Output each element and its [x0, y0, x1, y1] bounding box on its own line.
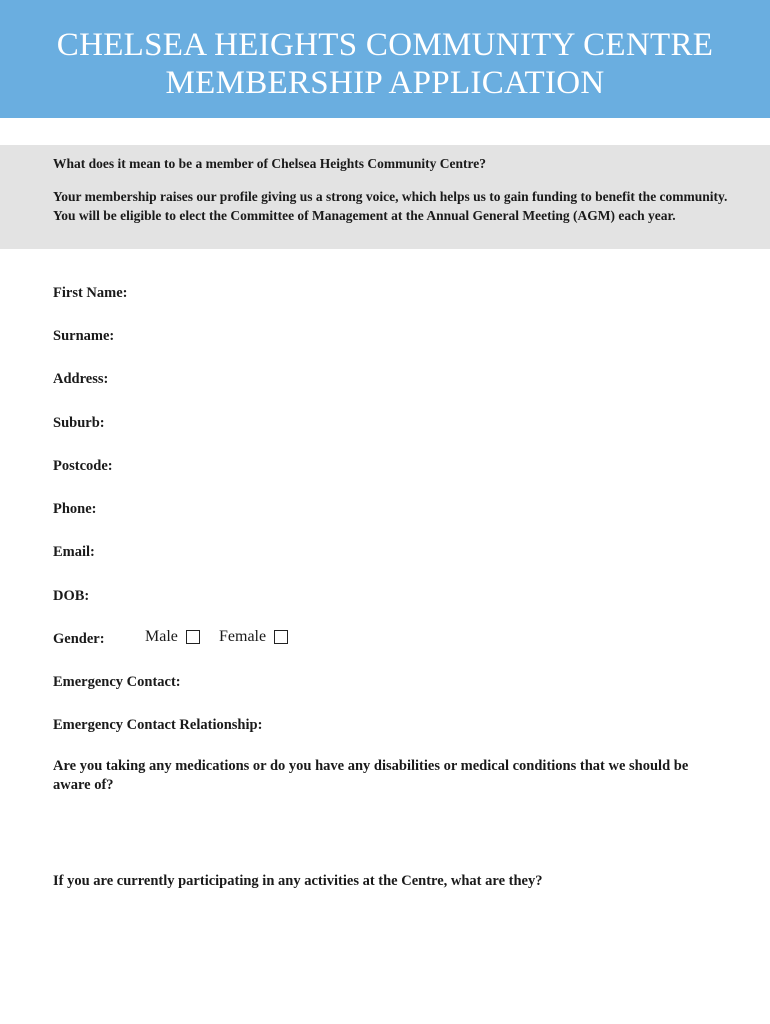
dob-label: DOB: [53, 588, 90, 604]
phone-label: Phone: [53, 501, 97, 517]
suburb-label: Suburb: [53, 415, 105, 431]
medical-conditions-question: Are you taking any medications or do you have any disabilities or medical conditions that we should be aware of? [53, 758, 689, 793]
gender-label: Gender: [53, 631, 105, 647]
gender-female-label: Female [219, 628, 267, 645]
gender-option-male[interactable] [145, 627, 200, 647]
form-title-line-2: MEMBERSHIP APPLICATION [165, 65, 605, 101]
gender-option-female[interactable] [219, 627, 288, 647]
postcode-label: Postcode: [53, 458, 113, 474]
first-name-label: First Name: [53, 285, 128, 301]
form-header [0, 0, 770, 118]
emergency-contact-label: Emergency Contact: [53, 674, 181, 690]
emergency-relationship-label: Emergency Contact Relationship: [53, 717, 263, 733]
gender-female-checkbox[interactable] [274, 630, 288, 644]
membership-info-question: What does it mean to be a member of Chelsea Heights Community Centre? [53, 156, 486, 171]
membership-info-text: Your membership raises our profile giving us a strong voice, which helps us to gain funding to benefit the community. You will be eligible to elect the Committee of Management at the Annual General Meeting (AGM) each year. [53, 189, 728, 223]
email-label: Email: [53, 544, 95, 560]
form-title-line-1: CHELSEA HEIGHTS COMMUNITY CENTRE [56, 27, 714, 63]
address-label: Address: [53, 371, 109, 387]
surname-label: Surname: [53, 328, 115, 344]
gender-male-label: Male [145, 628, 178, 645]
gender-male-checkbox[interactable] [186, 630, 200, 644]
activities-question: If you are currently participating in any activities at the Centre, what are they? [53, 873, 543, 889]
